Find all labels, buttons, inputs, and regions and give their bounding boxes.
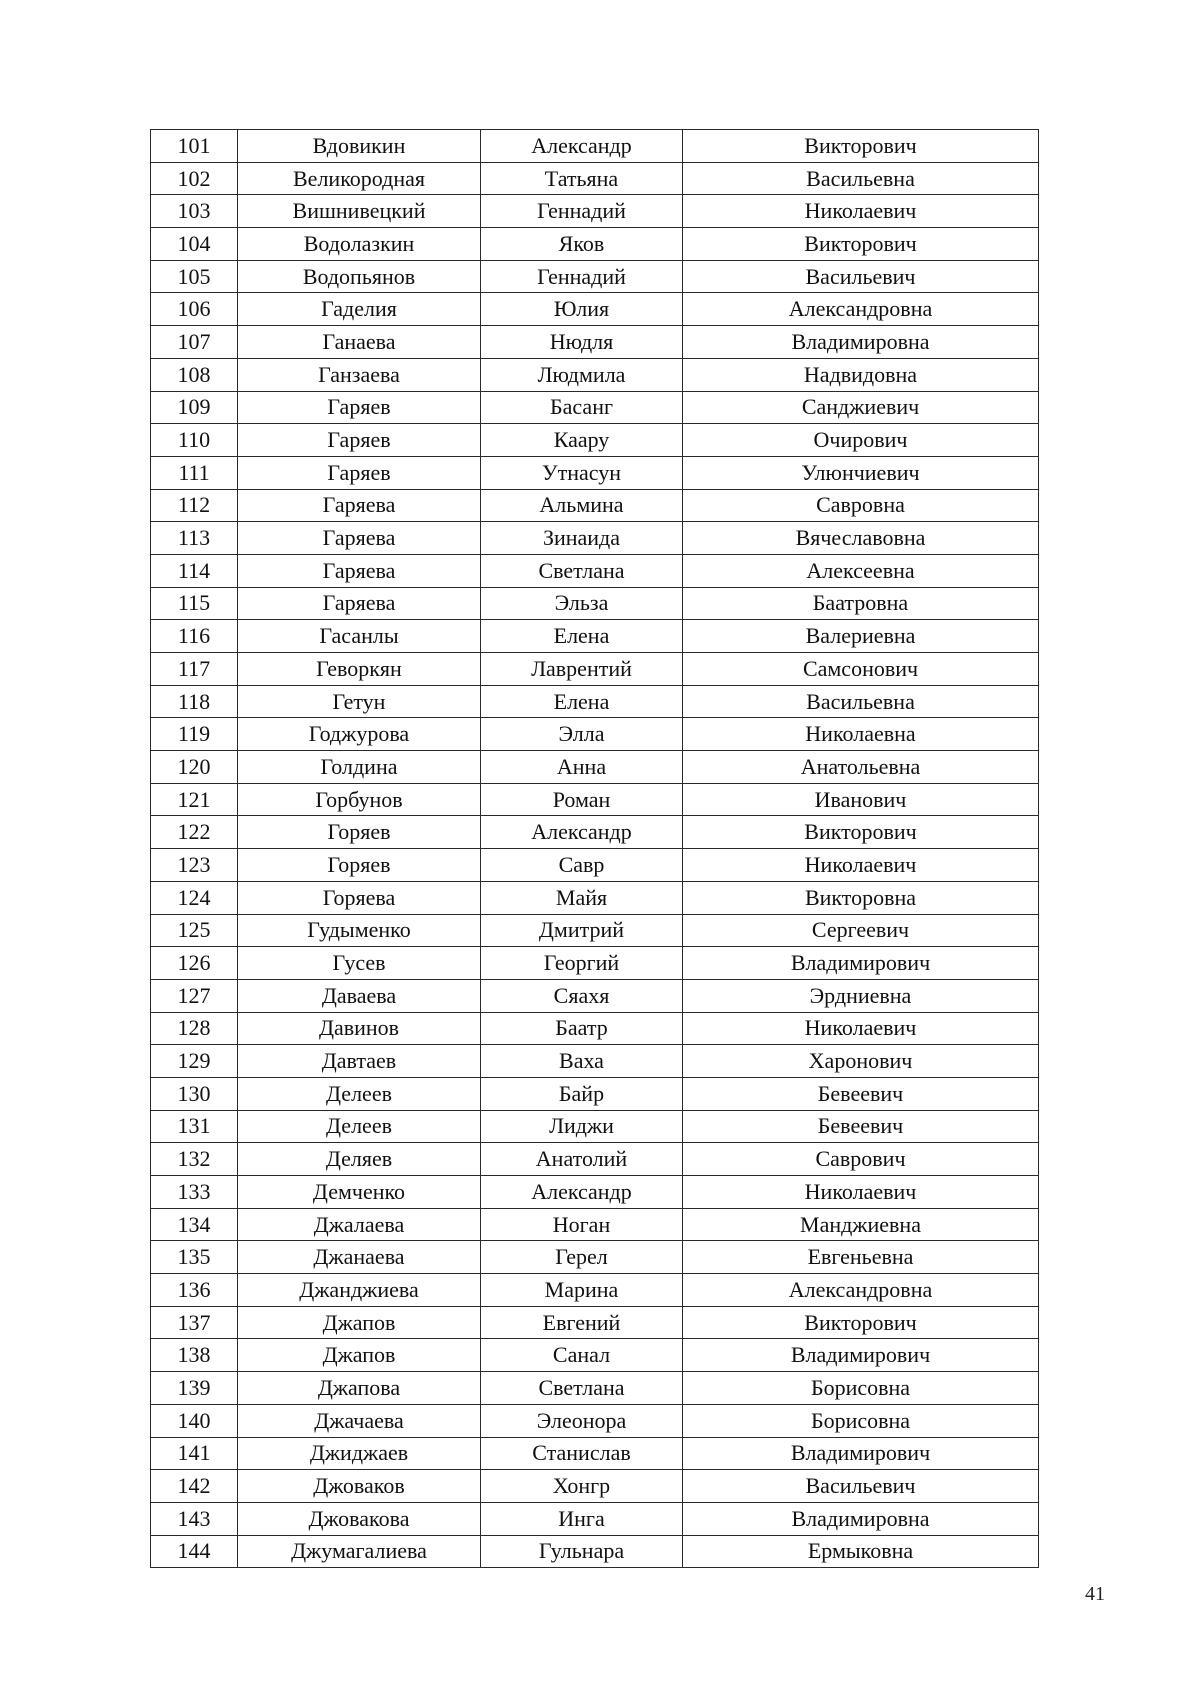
last-name-cell: Ганаева (238, 326, 481, 359)
row-number-cell: 133 (151, 1176, 238, 1209)
last-name-cell: Водопьянов (238, 260, 481, 293)
first-name-cell: Байр (481, 1077, 683, 1110)
row-number-cell: 118 (151, 685, 238, 718)
last-name-cell: Водолазкин (238, 228, 481, 261)
row-number-cell: 106 (151, 293, 238, 326)
patronymic-cell: Савровна (683, 489, 1039, 522)
patronymic-cell: Николаевич (683, 849, 1039, 882)
table-row (151, 1077, 1039, 1110)
patronymic-cell: Владимировна (683, 1502, 1039, 1535)
table-row (151, 685, 1039, 718)
first-name-cell: Светлана (481, 1372, 683, 1405)
row-number-cell: 135 (151, 1241, 238, 1274)
last-name-cell: Джалаева (238, 1208, 481, 1241)
table-row (151, 1470, 1039, 1503)
first-name-cell: Евгений (481, 1306, 683, 1339)
patronymic-cell: Ермыковна (683, 1535, 1039, 1568)
row-number-cell: 144 (151, 1535, 238, 1568)
table-row (151, 228, 1039, 261)
first-name-cell: Станислав (481, 1437, 683, 1470)
roster-table (150, 129, 1039, 1568)
row-number-cell: 117 (151, 653, 238, 686)
row-number-cell: 115 (151, 587, 238, 620)
row-number-cell: 109 (151, 391, 238, 424)
patronymic-cell: Надвидовна (683, 358, 1039, 391)
first-name-cell: Сяахя (481, 979, 683, 1012)
patronymic-cell: Владимировна (683, 326, 1039, 359)
patronymic-cell: Борисовна (683, 1372, 1039, 1405)
last-name-cell: Великородная (238, 162, 481, 195)
last-name-cell: Гаряева (238, 554, 481, 587)
patronymic-cell: Бевеевич (683, 1077, 1039, 1110)
last-name-cell: Вишнивецкий (238, 195, 481, 228)
first-name-cell: Гульнара (481, 1535, 683, 1568)
table-row (151, 1535, 1039, 1568)
row-number-cell: 103 (151, 195, 238, 228)
row-number-cell: 136 (151, 1274, 238, 1307)
table-row (151, 881, 1039, 914)
patronymic-cell: Самсонович (683, 653, 1039, 686)
patronymic-cell: Викторович (683, 228, 1039, 261)
first-name-cell: Анатолий (481, 1143, 683, 1176)
patronymic-cell: Владимирович (683, 1339, 1039, 1372)
table-row (151, 620, 1039, 653)
first-name-cell: Александр (481, 130, 683, 163)
first-name-cell: Нюдля (481, 326, 683, 359)
last-name-cell: Горяев (238, 849, 481, 882)
last-name-cell: Давинов (238, 1012, 481, 1045)
first-name-cell: Баатр (481, 1012, 683, 1045)
patronymic-cell: Викторович (683, 1306, 1039, 1339)
patronymic-cell: Васильевич (683, 1470, 1039, 1503)
table-row (151, 162, 1039, 195)
table-row (151, 1241, 1039, 1274)
table-row (151, 783, 1039, 816)
row-number-cell: 139 (151, 1372, 238, 1405)
patronymic-cell: Иванович (683, 783, 1039, 816)
patronymic-cell: Саврович (683, 1143, 1039, 1176)
last-name-cell: Вдовикин (238, 130, 481, 163)
last-name-cell: Джапов (238, 1339, 481, 1372)
last-name-cell: Голдина (238, 751, 481, 784)
row-number-cell: 125 (151, 914, 238, 947)
patronymic-cell: Улюнчиевич (683, 456, 1039, 489)
patronymic-cell: Александровна (683, 293, 1039, 326)
last-name-cell: Демченко (238, 1176, 481, 1209)
table-row (151, 522, 1039, 555)
table-row (151, 1502, 1039, 1535)
last-name-cell: Джапова (238, 1372, 481, 1405)
first-name-cell: Геннадий (481, 260, 683, 293)
table-row (151, 751, 1039, 784)
first-name-cell: Светлана (481, 554, 683, 587)
table-row (151, 914, 1039, 947)
last-name-cell: Геворкян (238, 653, 481, 686)
last-name-cell: Джанаева (238, 1241, 481, 1274)
table-row (151, 1110, 1039, 1143)
first-name-cell: Майя (481, 881, 683, 914)
first-name-cell: Яков (481, 228, 683, 261)
patronymic-cell: Васильевна (683, 162, 1039, 195)
last-name-cell: Гаряева (238, 587, 481, 620)
first-name-cell: Дмитрий (481, 914, 683, 947)
row-number-cell: 107 (151, 326, 238, 359)
last-name-cell: Делеев (238, 1077, 481, 1110)
table-row (151, 947, 1039, 980)
row-number-cell: 116 (151, 620, 238, 653)
first-name-cell: Ноган (481, 1208, 683, 1241)
first-name-cell: Элеонора (481, 1404, 683, 1437)
table-row (151, 587, 1039, 620)
row-number-cell: 104 (151, 228, 238, 261)
first-name-cell: Александр (481, 816, 683, 849)
row-number-cell: 120 (151, 751, 238, 784)
table-row (151, 1012, 1039, 1045)
patronymic-cell: Анатольевна (683, 751, 1039, 784)
patronymic-cell: Евгеньевна (683, 1241, 1039, 1274)
row-number-cell: 119 (151, 718, 238, 751)
last-name-cell: Годжурова (238, 718, 481, 751)
patronymic-cell: Харонович (683, 1045, 1039, 1078)
row-number-cell: 102 (151, 162, 238, 195)
patronymic-cell: Васильевна (683, 685, 1039, 718)
table-row (151, 1339, 1039, 1372)
first-name-cell: Татьяна (481, 162, 683, 195)
last-name-cell: Джачаева (238, 1404, 481, 1437)
row-number-cell: 143 (151, 1502, 238, 1535)
row-number-cell: 121 (151, 783, 238, 816)
patronymic-cell: Эрдниевна (683, 979, 1039, 1012)
row-number-cell: 140 (151, 1404, 238, 1437)
patronymic-cell: Манджиевна (683, 1208, 1039, 1241)
first-name-cell: Роман (481, 783, 683, 816)
last-name-cell: Давтаев (238, 1045, 481, 1078)
patronymic-cell: Николаевич (683, 1012, 1039, 1045)
last-name-cell: Гаряев (238, 424, 481, 457)
first-name-cell: Анна (481, 751, 683, 784)
first-name-cell: Утнасун (481, 456, 683, 489)
row-number-cell: 108 (151, 358, 238, 391)
row-number-cell: 138 (151, 1339, 238, 1372)
row-number-cell: 114 (151, 554, 238, 587)
table-row (151, 653, 1039, 686)
row-number-cell: 113 (151, 522, 238, 555)
first-name-cell: Георгий (481, 947, 683, 980)
patronymic-cell: Васильевич (683, 260, 1039, 293)
row-number-cell: 137 (151, 1306, 238, 1339)
first-name-cell: Ваха (481, 1045, 683, 1078)
table-row (151, 195, 1039, 228)
page-number: 41 (1085, 1583, 1105, 1605)
last-name-cell: Гусев (238, 947, 481, 980)
first-name-cell: Елена (481, 685, 683, 718)
first-name-cell: Эльза (481, 587, 683, 620)
last-name-cell: Деляев (238, 1143, 481, 1176)
table-row (151, 260, 1039, 293)
patronymic-cell: Баатровна (683, 587, 1039, 620)
row-number-cell: 110 (151, 424, 238, 457)
first-name-cell: Зинаида (481, 522, 683, 555)
first-name-cell: Каару (481, 424, 683, 457)
last-name-cell: Гаряева (238, 522, 481, 555)
table-row (151, 1404, 1039, 1437)
last-name-cell: Гасанлы (238, 620, 481, 653)
last-name-cell: Джанджиева (238, 1274, 481, 1307)
row-number-cell: 101 (151, 130, 238, 163)
patronymic-cell: Николаевна (683, 718, 1039, 751)
row-number-cell: 127 (151, 979, 238, 1012)
first-name-cell: Санал (481, 1339, 683, 1372)
patronymic-cell: Владимирович (683, 947, 1039, 980)
row-number-cell: 134 (151, 1208, 238, 1241)
first-name-cell: Герел (481, 1241, 683, 1274)
table-row (151, 456, 1039, 489)
patronymic-cell: Борисовна (683, 1404, 1039, 1437)
table-row (151, 1372, 1039, 1405)
patronymic-cell: Бевеевич (683, 1110, 1039, 1143)
last-name-cell: Гаделия (238, 293, 481, 326)
row-number-cell: 130 (151, 1077, 238, 1110)
row-number-cell: 124 (151, 881, 238, 914)
last-name-cell: Джиджаев (238, 1437, 481, 1470)
patronymic-cell: Вячеславовна (683, 522, 1039, 555)
last-name-cell: Джумагалиева (238, 1535, 481, 1568)
patronymic-cell: Санджиевич (683, 391, 1039, 424)
last-name-cell: Джовакова (238, 1502, 481, 1535)
patronymic-cell: Владимирович (683, 1437, 1039, 1470)
table-row (151, 391, 1039, 424)
last-name-cell: Гаряев (238, 456, 481, 489)
first-name-cell: Басанг (481, 391, 683, 424)
patronymic-cell: Николаевич (683, 195, 1039, 228)
row-number-cell: 112 (151, 489, 238, 522)
first-name-cell: Людмила (481, 358, 683, 391)
patronymic-cell: Александровна (683, 1274, 1039, 1307)
table-row (151, 1176, 1039, 1209)
patronymic-cell: Алексеевна (683, 554, 1039, 587)
row-number-cell: 123 (151, 849, 238, 882)
last-name-cell: Гаряев (238, 391, 481, 424)
first-name-cell: Инга (481, 1502, 683, 1535)
row-number-cell: 105 (151, 260, 238, 293)
first-name-cell: Лиджи (481, 1110, 683, 1143)
last-name-cell: Горяев (238, 816, 481, 849)
patronymic-cell: Очирович (683, 424, 1039, 457)
patronymic-cell: Валериевна (683, 620, 1039, 653)
last-name-cell: Горяева (238, 881, 481, 914)
last-name-cell: Горбунов (238, 783, 481, 816)
first-name-cell: Хонгр (481, 1470, 683, 1503)
table-row (151, 489, 1039, 522)
patronymic-cell: Викторович (683, 130, 1039, 163)
roster-table-body (151, 130, 1039, 1568)
last-name-cell: Ганзаева (238, 358, 481, 391)
last-name-cell: Даваева (238, 979, 481, 1012)
row-number-cell: 122 (151, 816, 238, 849)
table-row (151, 816, 1039, 849)
last-name-cell: Делеев (238, 1110, 481, 1143)
first-name-cell: Лаврентий (481, 653, 683, 686)
table-row (151, 1437, 1039, 1470)
row-number-cell: 129 (151, 1045, 238, 1078)
first-name-cell: Геннадий (481, 195, 683, 228)
last-name-cell: Гудыменко (238, 914, 481, 947)
last-name-cell: Джапов (238, 1306, 481, 1339)
table-row (151, 1045, 1039, 1078)
first-name-cell: Юлия (481, 293, 683, 326)
table-row (151, 358, 1039, 391)
row-number-cell: 132 (151, 1143, 238, 1176)
row-number-cell: 142 (151, 1470, 238, 1503)
last-name-cell: Джоваков (238, 1470, 481, 1503)
patronymic-cell: Викторович (683, 816, 1039, 849)
row-number-cell: 141 (151, 1437, 238, 1470)
row-number-cell: 128 (151, 1012, 238, 1045)
first-name-cell: Марина (481, 1274, 683, 1307)
first-name-cell: Элла (481, 718, 683, 751)
row-number-cell: 126 (151, 947, 238, 980)
last-name-cell: Гаряева (238, 489, 481, 522)
table-row (151, 424, 1039, 457)
table-row (151, 326, 1039, 359)
table-row (151, 130, 1039, 163)
first-name-cell: Елена (481, 620, 683, 653)
table-row (151, 1274, 1039, 1307)
patronymic-cell: Викторовна (683, 881, 1039, 914)
table-row (151, 554, 1039, 587)
table-row (151, 1306, 1039, 1339)
patronymic-cell: Николаевич (683, 1176, 1039, 1209)
table-row (151, 293, 1039, 326)
last-name-cell: Гетун (238, 685, 481, 718)
row-number-cell: 111 (151, 456, 238, 489)
table-row (151, 718, 1039, 751)
row-number-cell: 131 (151, 1110, 238, 1143)
first-name-cell: Савр (481, 849, 683, 882)
table-row (151, 849, 1039, 882)
first-name-cell: Альмина (481, 489, 683, 522)
first-name-cell: Александр (481, 1176, 683, 1209)
table-row (151, 979, 1039, 1012)
patronymic-cell: Сергеевич (683, 914, 1039, 947)
table-row (151, 1208, 1039, 1241)
table-row (151, 1143, 1039, 1176)
